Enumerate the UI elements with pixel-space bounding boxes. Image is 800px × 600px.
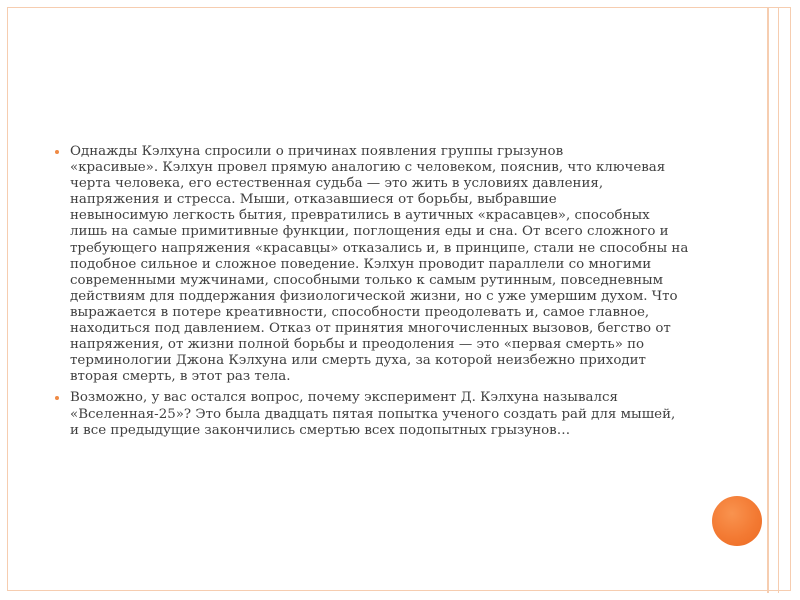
- decorative-vertical-line: [767, 7, 769, 593]
- bullet-paragraph: [52, 390, 732, 438]
- paragraph-line: требующего напряжения «красавцы» отказались и, в принципе, стали не способны на: [70, 240, 689, 256]
- paragraph-line: подобное сильное и сложное поведение. Кэлхун проводит параллели со многими: [70, 256, 652, 272]
- slide-body: [52, 144, 732, 444]
- paragraph-line: находиться под давлением. Отказ от принятия многочисленных вызовов, бегство от: [70, 321, 671, 337]
- paragraph-line: вторая смерть, в этот раз тела.: [70, 369, 291, 385]
- bullet-icon: [55, 396, 59, 400]
- decorative-vertical-line: [778, 7, 779, 593]
- paragraph-line: Возможно, у вас остался вопрос, почему эксперимент Д. Кэлхуна назывался: [70, 390, 618, 406]
- paragraph-line: «Вселенная-25»? Это была двадцать пятая попытка ученого создать рай для мышей,: [70, 406, 676, 422]
- decorative-circle: [712, 496, 762, 546]
- paragraph-line: черта человека, его естественная судьба — это жить в условиях давления,: [70, 176, 604, 192]
- paragraph-line: напряжения и стресса. Мыши, отказавшиеся от борьбы, выбравшие: [70, 192, 557, 208]
- paragraph-line: лишь на самые примитивные функции, поглощения еды и сна. От всего сложного и: [70, 224, 669, 240]
- paragraph-line: действиям для поддержания физиологической жизни, но с уже умершим духом. Что: [70, 288, 678, 304]
- paragraph-line: напряжения, от жизни полной борьбы и преодоления — это «первая смерть» по: [70, 337, 645, 353]
- paragraph-line: терминологии Джона Кэлхуна или смерть духа, за которой неизбежно приходит: [70, 353, 646, 369]
- paragraph-line: Однажды Кэлхуна спросили о причинах появления группы грызунов: [70, 144, 564, 159]
- paragraph-line: современными мужчинами, способными только к самым рутинным, повседневным: [70, 272, 664, 288]
- paragraph-line: невыносимую легкость бытия, превратились в аутичных «красавцев», способных: [70, 208, 650, 224]
- paragraph-line: выражается в потере креативности, способности преодолевать и, самое главное,: [70, 304, 650, 320]
- paragraph-line: и все предыдущие закончились смертью всех подопытных грызунов…: [70, 422, 571, 438]
- bullet-icon: [55, 150, 59, 154]
- bullet-paragraph: [52, 144, 732, 385]
- paragraph-line: «красивые». Кэлхун провел прямую аналогию с человеком, пояснив, что ключевая: [70, 160, 666, 176]
